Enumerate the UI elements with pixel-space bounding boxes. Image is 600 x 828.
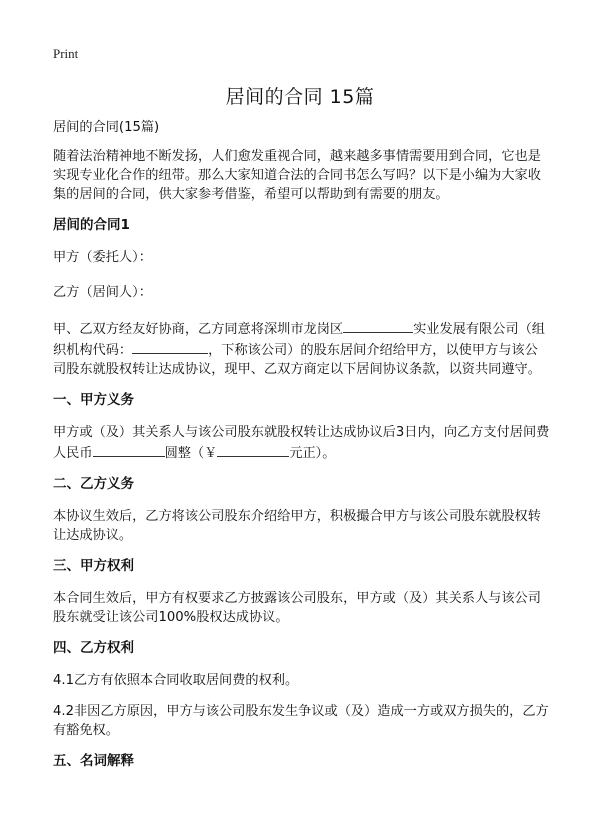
- section-heading-3: 三、甲方权利: [53, 558, 134, 574]
- blank-company-name: [343, 318, 413, 333]
- blank-fee-words: [93, 442, 165, 457]
- section-body-2: 本协议生效后，乙方将该公司股东介绍给甲方，积极撮合甲方与该公司股东就股权转让达成协议。: [53, 509, 541, 543]
- section-body-1: [53, 423, 550, 463]
- party-a-label: 甲方（委托人）：: [53, 250, 152, 265]
- section-1-text-1: 甲方或（及）其关系人与该公司股东就股权转让达成协议后3日内，向乙方支付居间费人民币: [53, 425, 550, 461]
- preamble-paragraph: [53, 318, 550, 379]
- party-b-label: 乙方（居间人）：: [53, 285, 152, 300]
- intro-paragraph: 随着法治精神地不断发扬，人们愈发重视合同，越来越多事情需要用到合同，它也是实现专业化合作的纽带。那么大家知道合法的合同书怎么写吗？以下是小编为大家收集的居间的合同，供大家参考借鉴，希望可以帮助到有需要的朋友。: [53, 149, 541, 202]
- contract-section-title: 居间的合同1: [53, 217, 130, 233]
- preamble-text-3: ，下称该公司）的股东居间介绍给甲方，以使甲方与该公司股东就股权转让达成协议，现甲、乙双方商定以下居间协议条款，以资共同遵守。: [53, 343, 541, 377]
- page-title: 居间的合同 15篇: [225, 86, 375, 108]
- section-1-text-2: 圆整（￥: [164, 446, 218, 461]
- section-heading-5: 五、名词解释: [53, 753, 134, 769]
- section-item-4-2: 4.2非因乙方原因，甲方与该公司股东发生争议或（及）造成一方或双方损失的，乙方有豁免权。: [53, 704, 549, 738]
- section-heading-2: 二、乙方义务: [53, 476, 134, 492]
- section-1-text-3: 元正）。: [289, 446, 336, 461]
- print-link[interactable]: Print: [53, 46, 79, 61]
- document-body: [53, 118, 550, 784]
- preamble-text-1: 甲、乙双方经友好协商，乙方同意将深圳市龙岗区: [53, 322, 344, 337]
- blank-org-code: [132, 339, 208, 354]
- section-item-4-1: 4.1乙方有依照本合同收取居间费的权利。: [53, 673, 299, 688]
- section-heading-4: 四、乙方权利: [53, 640, 134, 656]
- preamble-text-2: 实业发展有限公司（组织机构代码：: [53, 322, 545, 358]
- section-body-3: 本合同生效后，甲方有权要求乙方披露该公司股东，甲方或（及）其关系人与该公司股东就受让该公司100%股权达成协议。: [53, 591, 541, 625]
- blank-fee-amount: [217, 442, 289, 457]
- document-subtitle: 居间的合同(15篇): [53, 120, 160, 135]
- section-heading-1: 一、甲方义务: [53, 392, 134, 408]
